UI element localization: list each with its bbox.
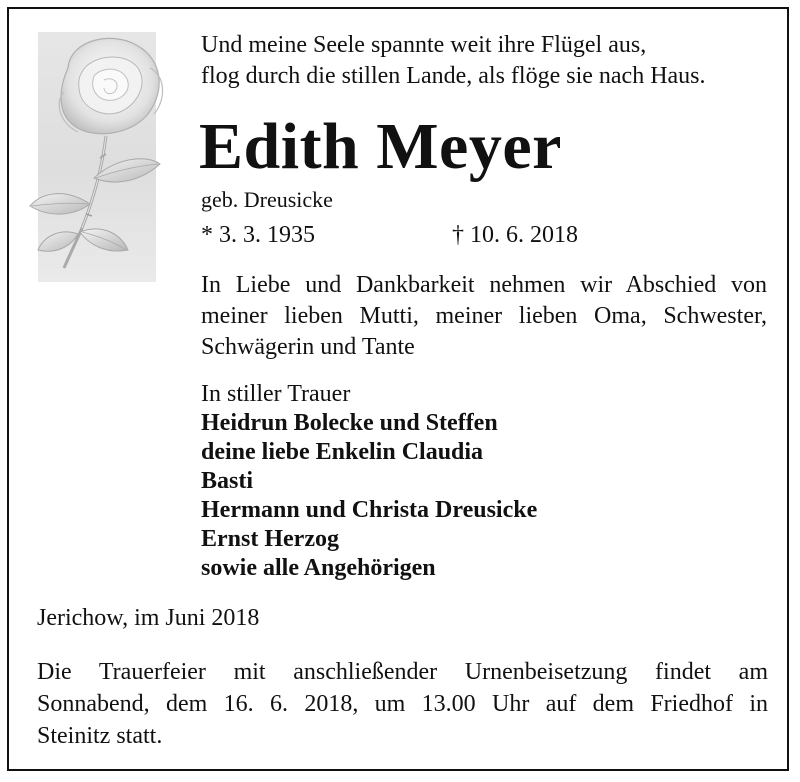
death-date: † 10. 6. 2018 — [452, 222, 578, 248]
birth-date: * 3. 3. 1935 — [201, 222, 315, 248]
mourner-name: Heidrun Bolecke und Steffen — [201, 410, 498, 436]
mourners-heading: In stiller Trauer — [201, 381, 351, 407]
deceased-name: Edith Meyer — [199, 110, 562, 183]
mourner-name: Basti — [201, 468, 254, 494]
mourner-name: Ernst Herzog — [201, 526, 339, 552]
mourner-name: Hermann und Christa Dreusicke — [201, 497, 538, 523]
rose-icon — [20, 28, 180, 278]
mourners-list — [201, 380, 537, 583]
service-line: Die Trauerfeier mit anschließender Urnenbeisetzung findet am — [37, 659, 768, 685]
place-date: Jerichow, im Juni 2018 — [37, 605, 260, 631]
maiden-name: geb. Dreusicke — [201, 187, 333, 212]
mourner-name: sowie alle Angehörigen — [201, 555, 436, 581]
farewell-line: In Liebe und Dankbarkeit nehmen wir Abschied von — [201, 272, 767, 298]
motto-line: Und meine Seele spannte weit ihre Flügel aus, — [201, 32, 647, 58]
farewell-text — [201, 270, 767, 363]
service-line: Sonnabend, dem 16. 6. 2018, um 13.00 Uhr auf dem Friedhof in — [37, 691, 768, 717]
motto-verse — [201, 30, 706, 92]
service-line: Steinitz statt. — [37, 723, 163, 749]
mourner-name: deine liebe Enkelin Claudia — [201, 439, 484, 465]
farewell-line: meiner lieben Mutti, meiner lieben Oma, Schwester, — [201, 303, 767, 329]
farewell-line: Schwägerin und Tante — [201, 334, 415, 360]
motto-line: flog durch die stillen Lande, als flöge sie nach Haus. — [201, 63, 706, 89]
funeral-service-notice — [37, 656, 768, 752]
